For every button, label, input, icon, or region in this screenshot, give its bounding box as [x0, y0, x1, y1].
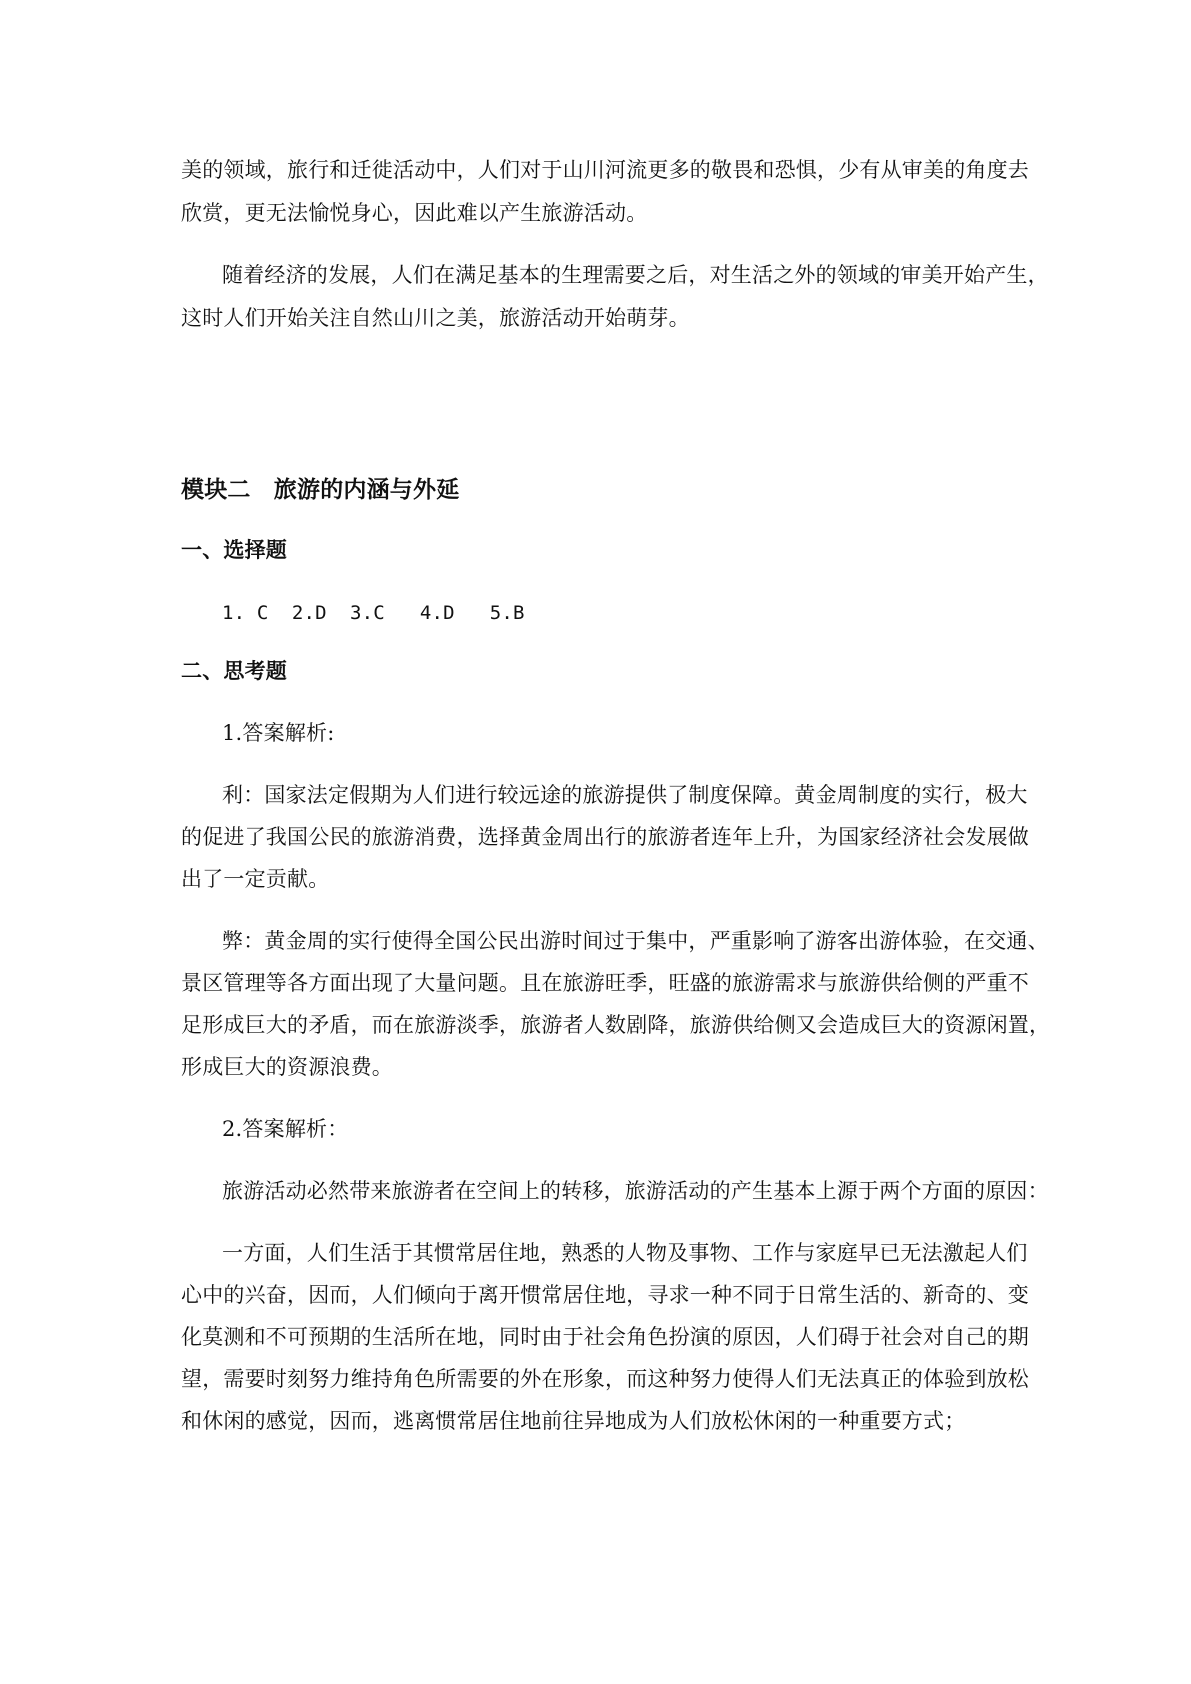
intro-line-1: 美的领域，旅行和迁徙活动中，人们对于山川河流更多的敬畏和恐惧，少有从审美的角度去 [181, 158, 1029, 182]
intro-p2-line-1: 随着经济的发展，人们在满足基本的生理需要之后，对生活之外的领域的审美开始产生， [222, 263, 1049, 287]
q1-con-line-4: 形成巨大的资源浪费。 [181, 1055, 393, 1079]
q1-pro-line-1: 利：国家法定假期为人们进行较远途的旅游提供了制度保障。黄金周制度的实行，极大 [222, 783, 1028, 807]
intro-line-2: 欣赏，更无法愉悦身心，因此难以产生旅游活动。 [181, 201, 648, 225]
q2-p2-line-4: 望，需要时刻努力维持角色所需要的外在形象，而这种努力使得人们无法真正的体验到放松 [181, 1367, 1029, 1391]
intro-p2-line-2: 这时人们开始关注自然山川之美，旅游活动开始萌芽。 [181, 306, 690, 330]
q1-con-line-1: 弊：黄金周的实行使得全国公民出游时间过于集中，严重影响了游客出游体验，在交通、 [222, 929, 1049, 953]
q2-p2-line-2: 心中的兴奋，因而，人们倾向于离开惯常居住地，寻求一种不同于日常生活的、新奇的、变 [181, 1283, 1029, 1307]
q1-con-line-2: 景区管理等各方面出现了大量问题。且在旅游旺季，旺盛的旅游需求与旅游供给侧的严重不 [181, 971, 1029, 995]
module-title: 模块二 旅游的内涵与外延 [181, 477, 460, 503]
question-1-label: 1.答案解析: [222, 721, 335, 745]
q2-p2-line-3: 化莫测和不可预期的生活所在地，同时由于社会角色扮演的原因，人们碍于社会对自己的期 [181, 1325, 1029, 1349]
q2-p2-line-1: 一方面，人们生活于其惯常居住地，熟悉的人物及事物、工作与家庭早已无法激起人们 [222, 1241, 1028, 1265]
q1-pro-line-3: 出了一定贡献。 [181, 867, 330, 891]
q1-con-line-3: 足形成巨大的矛盾，而在旅游淡季，旅游者人数剧降，旅游供给侧又会造成巨大的资源闲置， [181, 1013, 1051, 1037]
q1-pro-line-2: 的促进了我国公民的旅游消费，选择黄金周出行的旅游者连年上升，为国家经济社会发展做 [181, 825, 1029, 849]
section-1-title: 一、选择题 [181, 538, 287, 562]
section-2-title: 二、思考题 [181, 659, 287, 683]
question-2-label: 2.答案解析： [222, 1117, 349, 1141]
section-1-answers: 1. C 2.D 3.C 4.D 5.B [222, 602, 525, 624]
q2-p2-line-5: 和休闲的感觉，因而，逃离惯常居住地前往异地成为人们放松休闲的一种重要方式； [181, 1409, 966, 1433]
q2-paragraph-1: 旅游活动必然带来旅游者在空间上的转移，旅游活动的产生基本上源于两个方面的原因： [222, 1179, 1049, 1203]
